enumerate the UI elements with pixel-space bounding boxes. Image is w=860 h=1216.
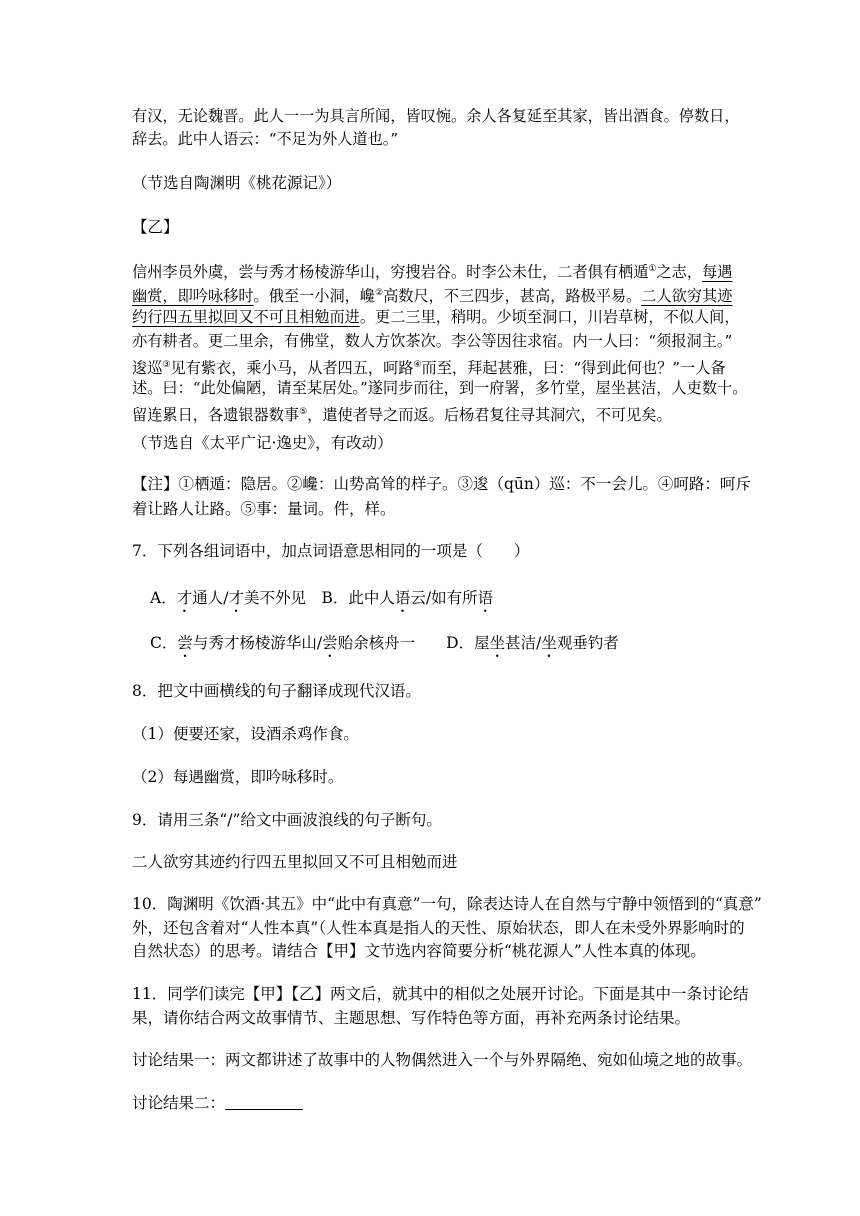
note-ref-1: ① [648,264,657,274]
q11-result-2: 讨论结果二： [132,1093,303,1113]
q7-stem: 7．下列各组词语中，加点词语意思相同的一项是（ ） [132,542,530,560]
yi-text-line-6: 述。曰：“此处偏陋，请至某居处。”遂同步而往，到一府署，多竹堂，屋坐甚洁，人吏数十。 [132,379,748,397]
q9-stem: 9．请用三条“/”给文中画波浪线的句子断句。 [132,811,442,829]
note-ref-2: ② [375,288,384,298]
jia-source: （节选自陶渊明《桃花源记》） [132,174,342,192]
jia-text-line-2: 辞去。此中人语云：“不足为外人道也。” [132,130,399,148]
note-line-1: 【注】①栖遁：隐居。②巉：山势高耸的样子。③逡（qūn）巡：不一会儿。④呵路：呵斥 [132,475,751,493]
q11-line-1: 11．同学们读完【甲】【乙】两文后，就其中的相似之处展开讨论。下面是其中一条讨论结 [132,985,749,1003]
answer-blank[interactable] [225,1095,303,1110]
jia-text-line-1: 有汉，无论魏晋。此人一一为具言所闻，皆叹惋。余人各复延至其家，皆出酒食。停数日， [132,107,740,125]
q10-line-2: 外，还包含着对“人性本真”（人性本真是指人的天性、原始状态，即人在未受外界影响时的 [132,919,745,937]
q10-line-3: 自然状态）的思考。请结合【甲】文节选内容简要分析“桃花源人”人性本真的体现。 [132,942,706,960]
note-ref-5: ⑤ [299,407,308,417]
marked-sentence-part-1: 二人欲穷其迹 [641,287,733,305]
yi-text-line-5: 逡巡③见有紫衣，乘小马，从者四五，呵路④而至，拜起甚雅，曰：“得到此何也？”一人备 [132,359,726,377]
q8-sentence-1: （1）便要还家，设酒杀鸡作食。 [132,725,359,743]
yi-heading: 【乙】 [132,218,179,236]
q10-line-1: 10．陶渊明《饮酒·其五》中“此中有真意”一句，除表达诗人在自然与宁静中领悟到的“真意” [132,895,762,913]
q11-result-1: 讨论结果一：两文都讲述了故事中的人物偶然进入一个与外界隔绝、宛如仙境之地的故事。 [132,1051,753,1069]
q8-sentence-2: （2）每遇幽赏，即吟咏移时。 [132,768,344,786]
q7-options-a-b: A．才通人/才美不外见 B．此中人语云/如有所语 [150,589,494,607]
q9-sentence: 二人欲穷其迹约行四五里拟回又不可且相勉而进 [132,853,458,871]
yi-text-line-4: 亦有耕者。更二里余，有佛堂，数人方饮茶次。李公等因往求宿。内一人曰：“须报洞主。” [132,332,733,350]
note-ref-4: ④ [413,360,422,370]
marked-sentence-part-2: 约行四五里拟回又不可且相勉而进 [132,308,360,326]
yi-text-line-2: 幽赏，即吟咏移时。俄至一小洞，巉②高数尺，不三四步，甚高，路极平易。二人欲穷其迹 [132,287,733,305]
note-ref-3: ③ [162,360,171,370]
yi-text-line-1: 信州李员外虞，尝与秀才杨棱游华山，穷搜岩谷。时李公未仕，二者俱有栖遁①之志，每遇 [132,263,733,281]
yi-text-line-3: 约行四五里拟回又不可且相勉而进。更二三里，稍明。少顷至洞口，川岩草树，不似人间， [132,308,740,326]
q7-options-c-d: C．尝与秀才杨棱游华山/尝贻余核舟一 D．屋坐甚洁/坐观垂钓者 [150,634,619,652]
q8-stem: 8．把文中画横线的句子翻译成现代汉语。 [132,682,421,700]
yi-source: （节选自《太平广记·逸史》，有改动） [132,434,393,452]
q11-line-2: 果，请你结合两文故事情节、主题思想、写作特色等方面，再补充两条讨论结果。 [132,1009,691,1027]
underlined-sentence-part-1: 每遇 [702,263,733,281]
note-line-2: 着让路人让路。⑤事：量词。件，样。 [132,500,396,518]
underlined-sentence-part-2: 幽赏，即吟咏移时 [132,287,254,305]
yi-text-line-7: 留连累日，各遗银器数事⑤，遣使者导之而返。后杨君复往寻其洞穴，不可见矣。 [132,406,672,424]
